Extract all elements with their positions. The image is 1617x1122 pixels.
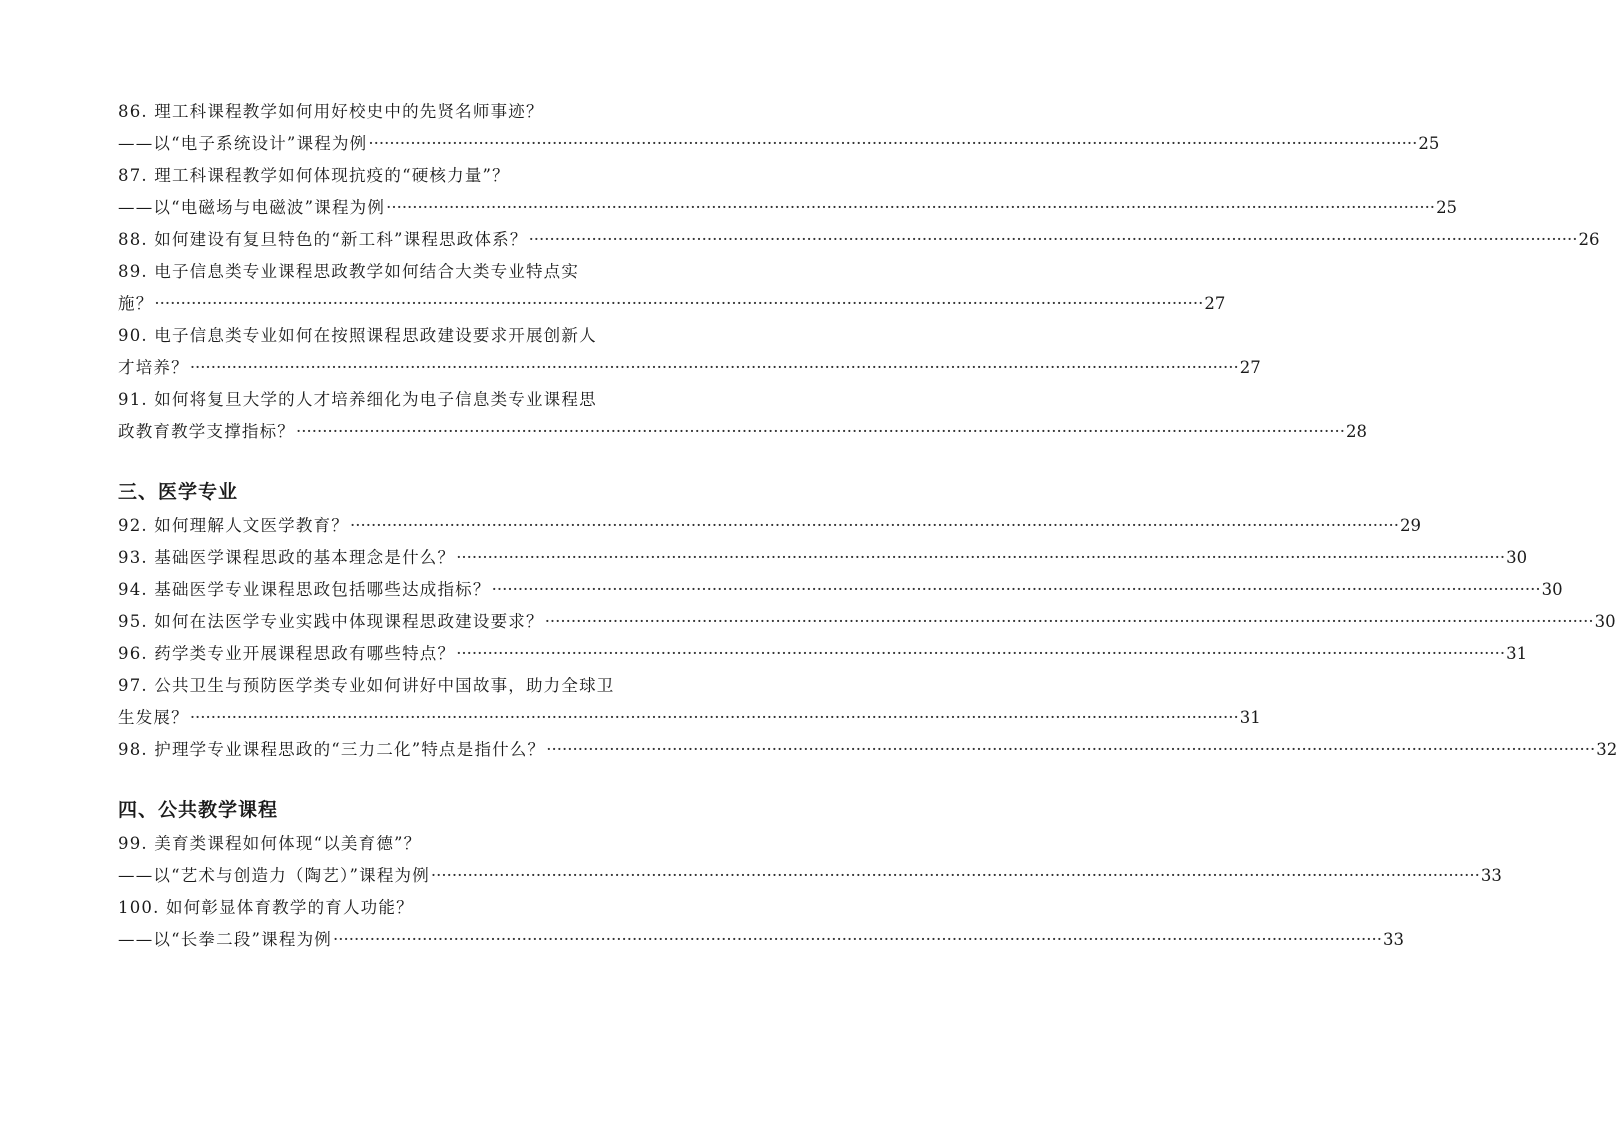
- dot-leader: ········································································································································································································: [456, 644, 1506, 663]
- toc-entry: [118, 224, 1600, 256]
- section-gap: [118, 448, 658, 474]
- toc-entry: [118, 860, 1502, 892]
- toc-entry-text: 87. 理工科课程教学如何体现抗疫的“硬核力量”？: [118, 166, 510, 185]
- dot-leader: ········································································································································································································: [368, 134, 1418, 153]
- toc-entry: [118, 192, 1458, 224]
- toc-entry: [118, 416, 1367, 448]
- dot-leader: ········································································································································································································: [350, 516, 1399, 535]
- page-number: 30: [1541, 580, 1563, 599]
- dot-leader: ········································································································································································································: [154, 294, 1204, 313]
- table-of-contents: [118, 96, 1617, 956]
- page-number: 30: [1594, 612, 1616, 631]
- toc-entry-text: 生发展？: [118, 708, 189, 727]
- toc-entry-text: 86. 理工科课程教学如何用好校史中的先贤名师事迹？: [118, 102, 544, 121]
- toc-entry: [118, 542, 1528, 574]
- toc-entry: [118, 256, 658, 288]
- page-number: 25: [1436, 198, 1458, 217]
- toc-entry: [118, 702, 1261, 734]
- toc-entry-text: 才培养？: [118, 358, 189, 377]
- dot-leader: ········································································································································································································: [546, 740, 1596, 759]
- toc-entry-text: 90. 电子信息类专业如何在按照课程思政建设要求开展创新人: [118, 326, 597, 345]
- toc-entry: [118, 320, 658, 352]
- toc-entry-text: 政教育教学支撑指标？: [118, 422, 295, 441]
- page-number: 33: [1480, 866, 1502, 885]
- toc-entry: [118, 510, 1421, 542]
- dot-leader: ········································································································································································································: [296, 422, 1345, 441]
- toc-block-engineering: [118, 96, 1600, 448]
- section-title-public-courses: 四、公共教学课程: [118, 799, 279, 821]
- toc-block-public-courses: [118, 828, 1502, 956]
- dot-leader: ········································································································································································································: [491, 580, 1541, 599]
- toc-entry-text: 91. 如何将复旦大学的人才培养细化为电子信息类专业课程思: [118, 390, 597, 409]
- toc-entry: [118, 574, 1563, 606]
- page-number: 26: [1578, 230, 1600, 249]
- page-number: 25: [1418, 134, 1440, 153]
- toc-entry: [118, 892, 658, 924]
- toc-entry: [118, 128, 1440, 160]
- page-number: 30: [1506, 548, 1528, 567]
- dot-leader: ········································································································································································································: [430, 866, 1480, 885]
- toc-entry-text: ——以“艺术与创造力（陶艺）”课程为例: [118, 866, 430, 885]
- toc-entry-text: 92. 如何理解人文医学教育？: [118, 516, 349, 535]
- dot-leader: ········································································································································································································: [189, 358, 1239, 377]
- toc-entry: [118, 924, 1404, 956]
- toc-entry: [118, 638, 1528, 670]
- toc-entry: [118, 670, 658, 702]
- page-number: 31: [1239, 708, 1261, 727]
- dot-leader: ········································································································································································································: [332, 930, 1382, 949]
- page-number: 31: [1506, 644, 1528, 663]
- page-number: 27: [1204, 294, 1226, 313]
- page-number: 33: [1382, 930, 1404, 949]
- toc-entry-text: ——以“电磁场与电磁波”课程为例: [118, 198, 386, 217]
- toc-entry: [118, 828, 658, 860]
- dot-leader: ········································································································································································································: [528, 230, 1578, 249]
- toc-entry-text: ——以“长拳二段”课程为例: [118, 930, 332, 949]
- dot-leader: ········································································································································································································: [544, 612, 1594, 631]
- section-gap: [118, 766, 658, 792]
- toc-entry: [118, 96, 658, 128]
- page-number: 27: [1239, 358, 1261, 377]
- dot-leader: ········································································································································································································: [386, 198, 1436, 217]
- toc-entry: [118, 160, 658, 192]
- toc-entry-text: 93. 基础医学课程思政的基本理念是什么？: [118, 548, 456, 567]
- dot-leader: ········································································································································································································: [189, 708, 1239, 727]
- toc-entry-text: 97. 公共卫生与预防医学类专业如何讲好中国故事，助力全球卫: [118, 676, 615, 695]
- dot-leader: ········································································································································································································: [456, 548, 1506, 567]
- page-number: 28: [1345, 422, 1367, 441]
- toc-entry-text: 88. 如何建设有复旦特色的“新工科”课程思政体系？: [118, 230, 528, 249]
- toc-block-medicine: [118, 510, 1617, 766]
- page-number: 32: [1596, 740, 1617, 759]
- toc-entry-text: 89. 电子信息类专业课程思政教学如何结合大类专业特点实: [118, 262, 580, 281]
- toc-entry-text: 95. 如何在法医学专业实践中体现课程思政建设要求？: [118, 612, 544, 631]
- toc-entry-text: 100. 如何彰显体育教学的育人功能？: [118, 898, 414, 917]
- toc-entry: [118, 352, 1261, 384]
- toc-entry: [118, 606, 1616, 638]
- toc-entry-text: 96. 药学类专业开展课程思政有哪些特点？: [118, 644, 456, 663]
- toc-entry-text: 99. 美育类课程如何体现“以美育德”？: [118, 834, 422, 853]
- toc-entry: [118, 384, 658, 416]
- toc-entry: [118, 288, 1226, 320]
- toc-entry-text: ——以“电子系统设计”课程为例: [118, 134, 368, 153]
- toc-entry-text: 98. 护理学专业课程思政的“三力二化”特点是指什么？: [118, 740, 546, 759]
- toc-entry: [118, 734, 1617, 766]
- section-title-medicine: 三、医学专业: [118, 481, 239, 503]
- toc-entry-text: 施？: [118, 294, 154, 313]
- toc-entry-text: 94. 基础医学专业课程思政包括哪些达成指标？: [118, 580, 491, 599]
- page-number: 29: [1399, 516, 1421, 535]
